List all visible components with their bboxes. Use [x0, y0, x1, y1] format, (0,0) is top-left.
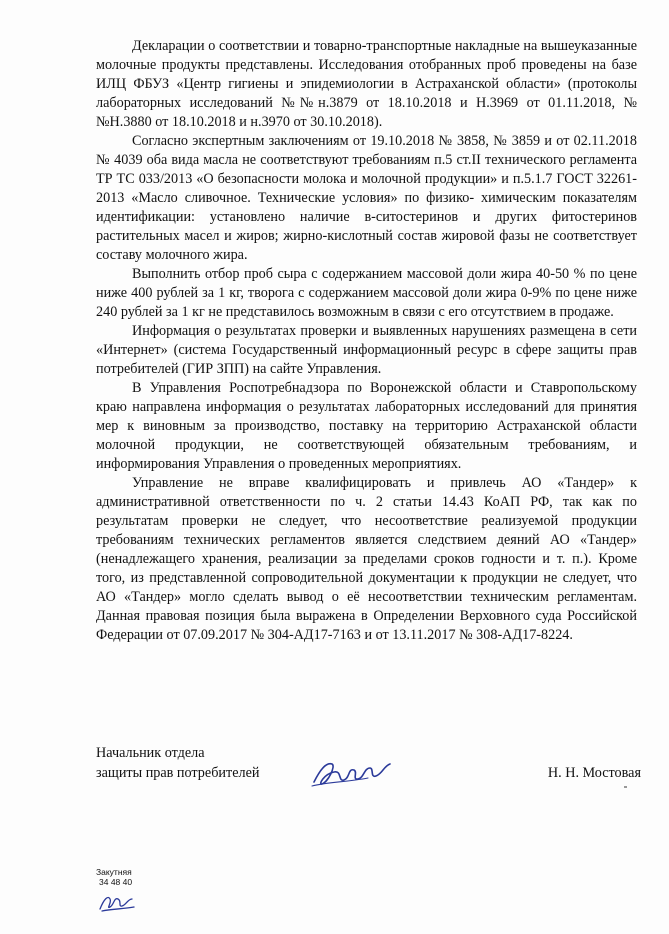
paragraph-liability: Управление не вправе квалифицировать и привлечь АО «Тандер» к административной ответственности по ч. 2 статьи 14.43 КоАП РФ, так как по результатам проверки не следует, что несоответствие реализуемой продукции требованиям технических регламентов является следствием деяний АО «Тандер» (ненадлежащего хранения, реализации за пределами сроков годности и т. п.). Кроме того, из представленной сопроводительной документации к продукции не следует, что АО «Тандер» могло сделать вывод о её несоответствии техническим регламентам. Данная правовая позиция была выражена в Определении Верховного суда Российской Федерации от 07.09.2017 № 304-АД17-7163 и от 13.11.2017 № 308-АД17-8224.	[96, 475, 637, 643]
paragraph-notification: В Управления Роспотребнадзора по Воронежской области и Ставропольскому краю направлена информация о результатах лабораторных исследований для принятия мер к виновным за производство, поставку на территорию Астраханской области молочной продукции, не соответствующей обязательным требованиям, и информирования Управления о проведенных мероприятиях.	[96, 380, 637, 472]
handwritten-initials	[96, 889, 140, 915]
handwritten-signature	[308, 752, 398, 792]
letter-body	[96, 37, 637, 645]
paragraph-sampling: Выполнить отбор проб сыра с содержанием массовой доли жира 40-50 % по цене ниже 400 рублей за 1 кг, творога с содержанием массовой доли жира 0-9% по цене ниже 240 рублей за 1 кг не представилось возможным в связи с его отсутствием в продаже.	[96, 266, 637, 320]
signatory-name: Н. Н. Мостовая	[547, 765, 641, 781]
executor-phone: 34 48 40	[99, 877, 133, 887]
paragraph-declarations: Декларации о соответствии и товарно-транспортные накладные на вышеуказанные молочные продукты представлены. Исследования отобранных проб проведены на базе ИЛЦ ФБУЗ «Центр гигиены и эпидемиологии в Астраханской области» (протоколы лабораторных исследований №№н.3879 от 18.10.2018 и Н.3969 от 01.11.2018, №№Н.3880 от 18.10.2018 и н.3970 от 30.10.2018).	[96, 38, 637, 130]
signatory-position-line1: Начальник отдела	[96, 745, 205, 761]
signature-block	[96, 744, 641, 794]
executor-name: Закутняя	[96, 867, 132, 877]
paragraph-expert-conclusions: Согласно экспертным заключениям от 19.10.2018 № 3858, № 3859 и от 02.11.2018 № 4039 оба вида масла не соответствуют требованиям п.5 ст.II технического регламента ТР ТС 033/2013 «О безопасности молока и молочной продукции» и п.5.1.7 ГОСТ 32261-2013 «Масло сливочное. Технические условия» по физико- химическим показателям идентификации: установлено наличие в-ситостеринов и других фитостеринов растительных масел и жиров; жирно-кислотный состав жировой фазы не соответствует составу молочного жира.	[96, 133, 637, 263]
paragraph-publication: Информация о результатах проверки и выявленных нарушениях размещена в сети «Интернет» (система Государственный информационный ресурс в сфере защиты прав потребителей (ГИР ЗПП) на сайте Управления.	[96, 323, 637, 377]
executor-info	[96, 867, 132, 887]
signatory-position-line2: защиты прав потребителей	[96, 765, 260, 781]
scan-speck	[624, 786, 627, 788]
